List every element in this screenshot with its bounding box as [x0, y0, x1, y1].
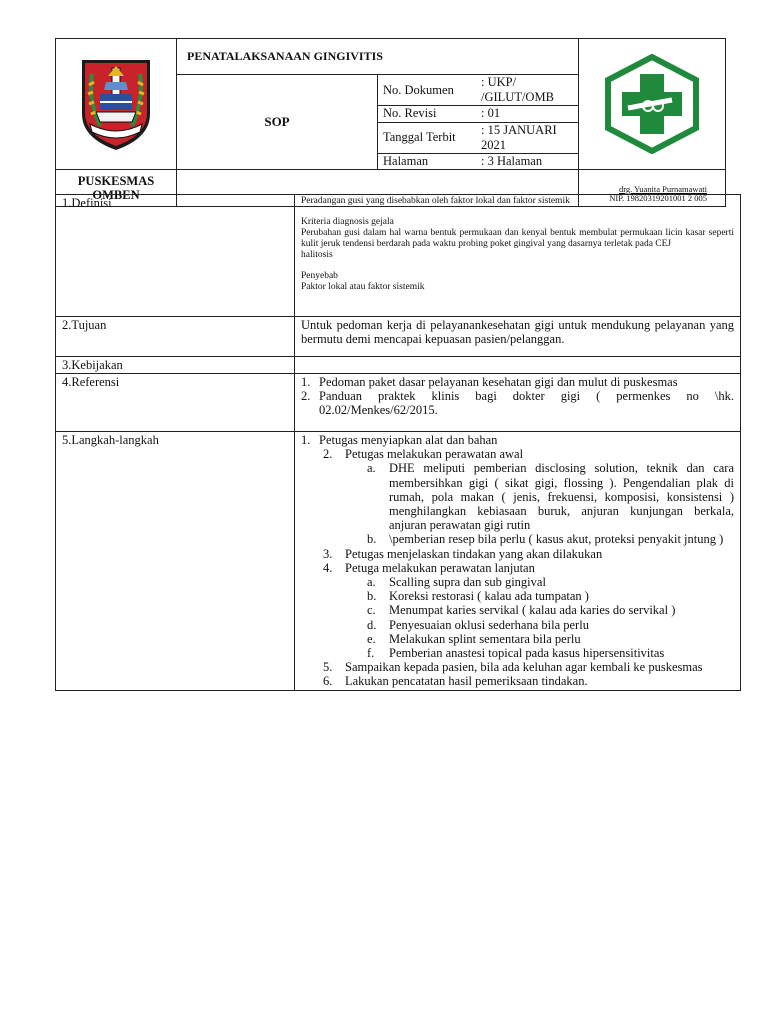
- list-item: [301, 603, 734, 617]
- list-number: 4.: [323, 560, 333, 575]
- sampang-regency-crest-icon: [56, 54, 176, 154]
- list-item: [301, 561, 734, 575]
- meta-value: : 15 JANUARI 2021: [476, 122, 578, 153]
- list-text: \pemberian resep bila perlu ( kasus akut, proteksi penyakit jntung ): [389, 532, 724, 547]
- list-number: 1.: [301, 433, 311, 447]
- list-number: 3.: [323, 546, 333, 561]
- list-item: [301, 547, 734, 561]
- list-item: [301, 461, 734, 532]
- list-letter: e.: [367, 631, 376, 646]
- meta-row: [378, 106, 578, 123]
- document-meta-cell: [378, 75, 579, 170]
- signatory-name: drg. Yuanita Purnamawati: [618, 184, 707, 194]
- list-text: Sampaikan kepada pasien, bila ada keluhan agar kembali ke puskesmas: [345, 660, 703, 675]
- list-text: Penyesuaian oklusi sederhana bila perlu: [389, 617, 589, 632]
- section-label: 3.Kebijakan: [56, 357, 295, 374]
- list-letter: d.: [367, 617, 377, 632]
- list-item: [301, 389, 734, 417]
- list-number: 6.: [323, 674, 333, 689]
- definisi-line: Peradangan gusi yang disebabkan oleh faktor lokal dan faktor sistemik: [301, 196, 570, 206]
- section-label: 1.Definisi: [56, 195, 295, 317]
- right-logo-cell: [579, 39, 726, 170]
- facility-name-line1: PUSKESMAS: [77, 174, 155, 188]
- list-item: [301, 618, 734, 632]
- meta-value: : 01: [476, 106, 578, 123]
- tujuan-text: Untuk pedoman kerja di pelayanankesehatan gigi untuk mendukung pelayanan yang bermutu demi mencapai kepuasan pasien/pelanggan.: [295, 317, 741, 357]
- list-item: [301, 674, 734, 688]
- list-item: [301, 632, 734, 646]
- penyebab-text: Paktor lokal atau faktor sistemik: [301, 281, 425, 292]
- sop-header-table: [55, 38, 726, 207]
- list-item: [301, 660, 734, 674]
- list-number: 2.: [301, 389, 311, 404]
- definisi-content: [295, 195, 741, 317]
- list-letter: b.: [367, 532, 377, 547]
- kriteria-text: Perubahan gusi dalam hal warna bentuk permukaan dan kenyal bentuk membulat permukaan licin kasar seperti kulit jeruk tendensi berdarah pada waktu probing poket gingival yang dasarnya terletak pada CEJ: [301, 228, 734, 249]
- kriteria-title: Kriteria diagnosis gejala: [301, 217, 394, 228]
- meta-key: No. Revisi: [378, 106, 476, 123]
- list-text: Panduan praktek klinis bagi dokter gigi ( permenkes no \hk. 02.02/Menkes/62/2015.: [319, 389, 734, 418]
- list-text: Koreksi restorasi ( kalau ada tumpatan ): [389, 589, 589, 604]
- meta-value: : 3 Halaman: [481, 153, 543, 168]
- meta-row: [378, 122, 578, 153]
- section-definisi: [56, 195, 741, 317]
- list-text: Scalling supra dan sub gingival: [389, 575, 546, 590]
- list-text: Petugas menyiapkan alat dan bahan: [319, 433, 498, 447]
- facility-name-line2: OMBEN: [92, 188, 140, 202]
- list-letter: b.: [367, 589, 377, 604]
- list-text: Petugas menjelaskan tindakan yang akan dilakukan: [345, 546, 603, 561]
- sop-label: SOP: [177, 75, 378, 170]
- list-letter: a.: [367, 575, 376, 590]
- langkah-content: [295, 432, 741, 691]
- sop-content-table: [55, 194, 741, 691]
- left-logo-cell: [56, 39, 177, 170]
- section-label: 2.Tujuan: [56, 317, 295, 357]
- penyebab-title: Penyebab: [301, 270, 338, 281]
- list-letter: c.: [367, 603, 376, 618]
- section-label: 5.Langkah-langkah: [56, 432, 295, 691]
- list-text: Lakukan pencatatan hasil pemeriksaan tindakan.: [345, 674, 588, 689]
- kebijakan-text: [295, 357, 741, 374]
- list-text: Pedoman paket dasar pelayanan kesehatan gigi dan mulut di puskesmas: [319, 375, 678, 389]
- meta-value: : UKP/ /GILUT/OMB: [476, 75, 578, 106]
- list-item: [301, 575, 734, 589]
- list-letter: f.: [367, 646, 375, 661]
- list-number: 2.: [323, 447, 333, 462]
- meta-row: [378, 153, 578, 169]
- list-letter: a.: [367, 461, 376, 476]
- document-meta-table: [378, 75, 578, 169]
- meta-key: No. Dokumen: [378, 75, 476, 106]
- list-item: [301, 589, 734, 603]
- list-text: Pemberian anastesi topical pada kasus hipersensitivitas: [389, 646, 665, 661]
- meta-key: Tanggal Terbit: [378, 122, 476, 153]
- referensi-content: [295, 374, 741, 432]
- list-item: [301, 375, 734, 389]
- list-text: Petuga melakukan perawatan lanjutan: [345, 560, 535, 575]
- section-referensi: [56, 374, 741, 432]
- list-text: Menumpat karies servikal ( kalau ada karies do servikal ): [389, 603, 676, 618]
- section-tujuan: [56, 317, 741, 357]
- list-number: 1.: [301, 375, 311, 389]
- signatory-nip: NIP. 19820319201001 2 005: [609, 193, 707, 203]
- halitosis-text: halitosis: [301, 249, 333, 260]
- meta-row: [378, 75, 578, 106]
- list-item: [301, 532, 734, 546]
- section-langkah: [56, 432, 741, 691]
- list-number: 5.: [323, 660, 333, 675]
- list-item: [301, 646, 734, 660]
- puskesmas-green-cross-icon: [579, 54, 725, 154]
- list-text: Melakukan splint sementara bila perlu: [389, 631, 581, 646]
- list-item: [301, 447, 734, 461]
- document-title: PENATALAKSANAAN GINGIVITIS: [177, 39, 579, 75]
- meta-key: Halaman: [383, 153, 429, 168]
- list-text: DHE meliputi pemberian disclosing solution, teknik dan cara membersihkan gigi ( sikat gigi, flossing ). Pengendalian plak di rumah, pola makan ( jenis, frekuensi, komposisi, konsistensi ) menghilangkan kebiasaan buruk, anjuran kunjungan berkala, anjuran perawatan gigi rutin: [389, 461, 734, 533]
- list-text: Petugas melakukan perawatan awal: [345, 447, 524, 462]
- list-item: [301, 433, 734, 447]
- section-label: 4.Referensi: [56, 374, 295, 432]
- section-kebijakan: [56, 357, 741, 374]
